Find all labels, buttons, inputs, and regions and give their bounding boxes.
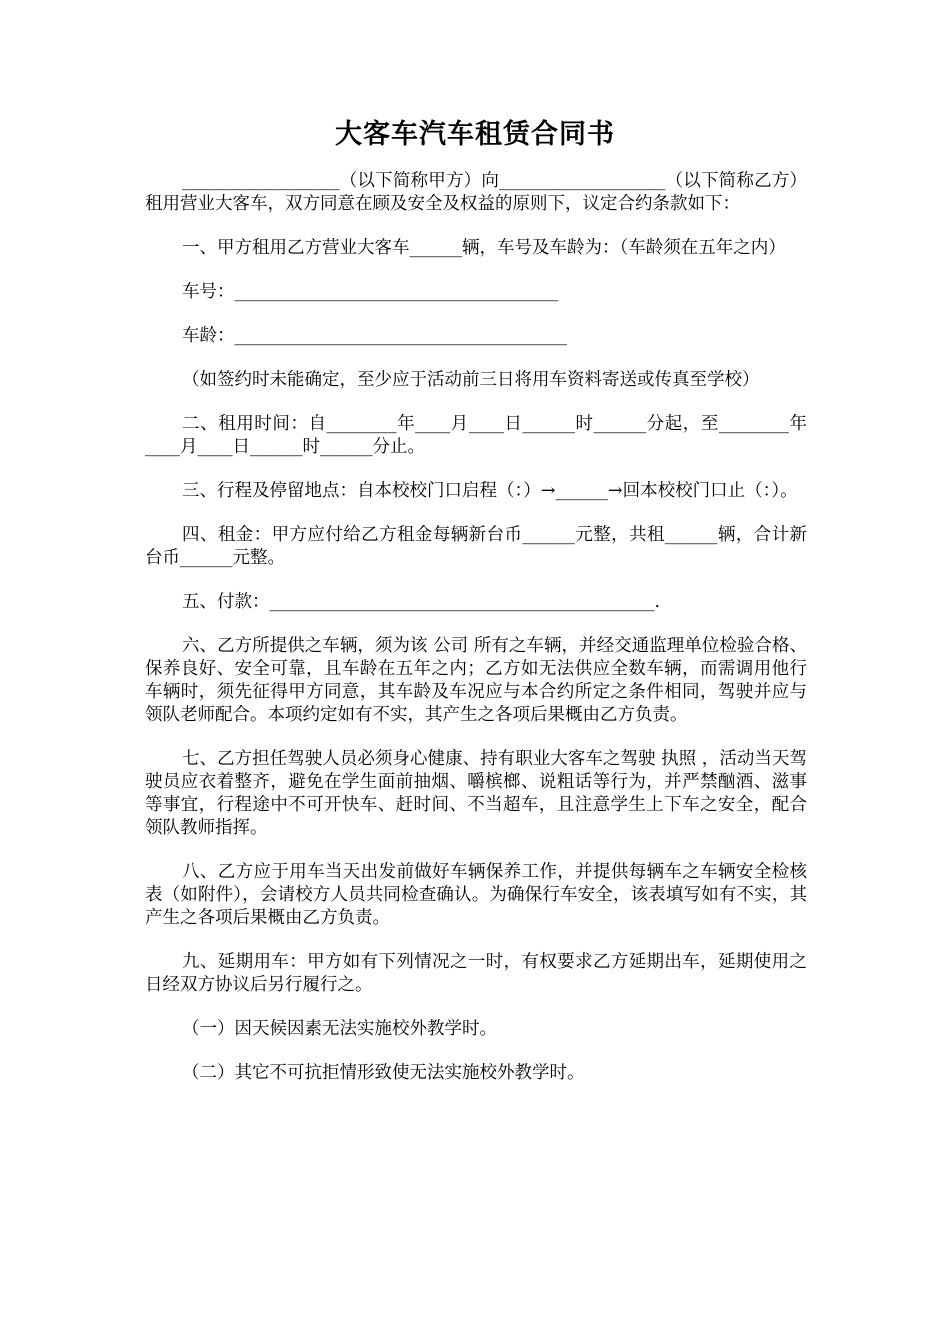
clause-4-paragraph: 四、租金：甲方应付给乙方租金每辆新台币______元整，共租______辆，合计新台币______元整。 — [145, 525, 807, 568]
vehicle-number-line: 车号：_____________________________________ — [182, 282, 559, 302]
clause-9-paragraph: 九、延期用车：甲方如有下列情况之一时，有权要求乙方延期出车，延期使用之日经双方协议后另行履行之。 — [145, 952, 807, 995]
document-body — [145, 170, 807, 1085]
clause-1-note-paragraph: （如签约时未能确定，至少应于活动前三日将用车资料寄送或传真至学校） — [182, 370, 760, 390]
clause-8-paragraph: 八、乙方应于用车当天出发前做好车辆保养工作，并提供每辆车之车辆安全检核表（如附件），会请校方人员共同检查确认。为确保行车安全，该表填写如有不实，其产生之各项后果概由乙方负责。 — [145, 862, 807, 928]
vehicle-age-line: 车龄：______________________________________ — [182, 326, 567, 346]
clause-9-item-2: （二）其它不可抗拒情形致使无法实施校外教学时。 — [182, 1063, 585, 1083]
clause-5-paragraph: 五、付款：____________________________________________. — [182, 592, 661, 612]
clause-7-paragraph: 七、乙方担任驾驶人员必须身心健康、持有职业大客车之驾驶 执照 ，活动当天驾驶员应衣着整齐，避免在学生面前抽烟、嚼槟榔、说粗话等行为，并严禁酗酒、滋事等事宜，行程途中不可开快车、赶时间、不当超车，且注意学生上下车之安全，配合领队教师指挥。 — [145, 749, 807, 838]
clause-6-paragraph: 六、乙方所提供之车辆，须为该 公司 所有之车辆，并经交通监理单位检验合格、保养良好、安全可靠，且车龄在五年之内；乙方如无法供应全数车辆，而需调用他行车辆时，须先征得甲方同意，其车龄及车况应与本合约所定之条件相同，驾驶并应与领队老师配合。本项约定如有不实，其产生之各项后果概由乙方负责。 — [145, 636, 807, 725]
clause-2-paragraph: 二、租用时间：自________年____月____日______时______分起，至________年____月____日______时______分止。 — [145, 414, 807, 457]
document-title: 大客车汽车租赁合同书 — [335, 119, 615, 150]
clause-3-paragraph: 三、行程及停留地点：自本校校门口启程（：）→______→回本校校门口止（：）。 — [182, 481, 798, 501]
clause-9-item-1: （一）因天候因素无法实施校外教学时。 — [182, 1019, 497, 1039]
clause-1-paragraph: 一、甲方租用乙方营业大客车______辆，车号及车龄为：（车龄须在五年之内） — [182, 238, 786, 258]
intro-paragraph: __________________（以下简称甲方）向___________________（以下简称乙方）租用营业大客车，双方同意在顾及安全及权益的原则下，议定合约条款如下： — [145, 171, 807, 214]
